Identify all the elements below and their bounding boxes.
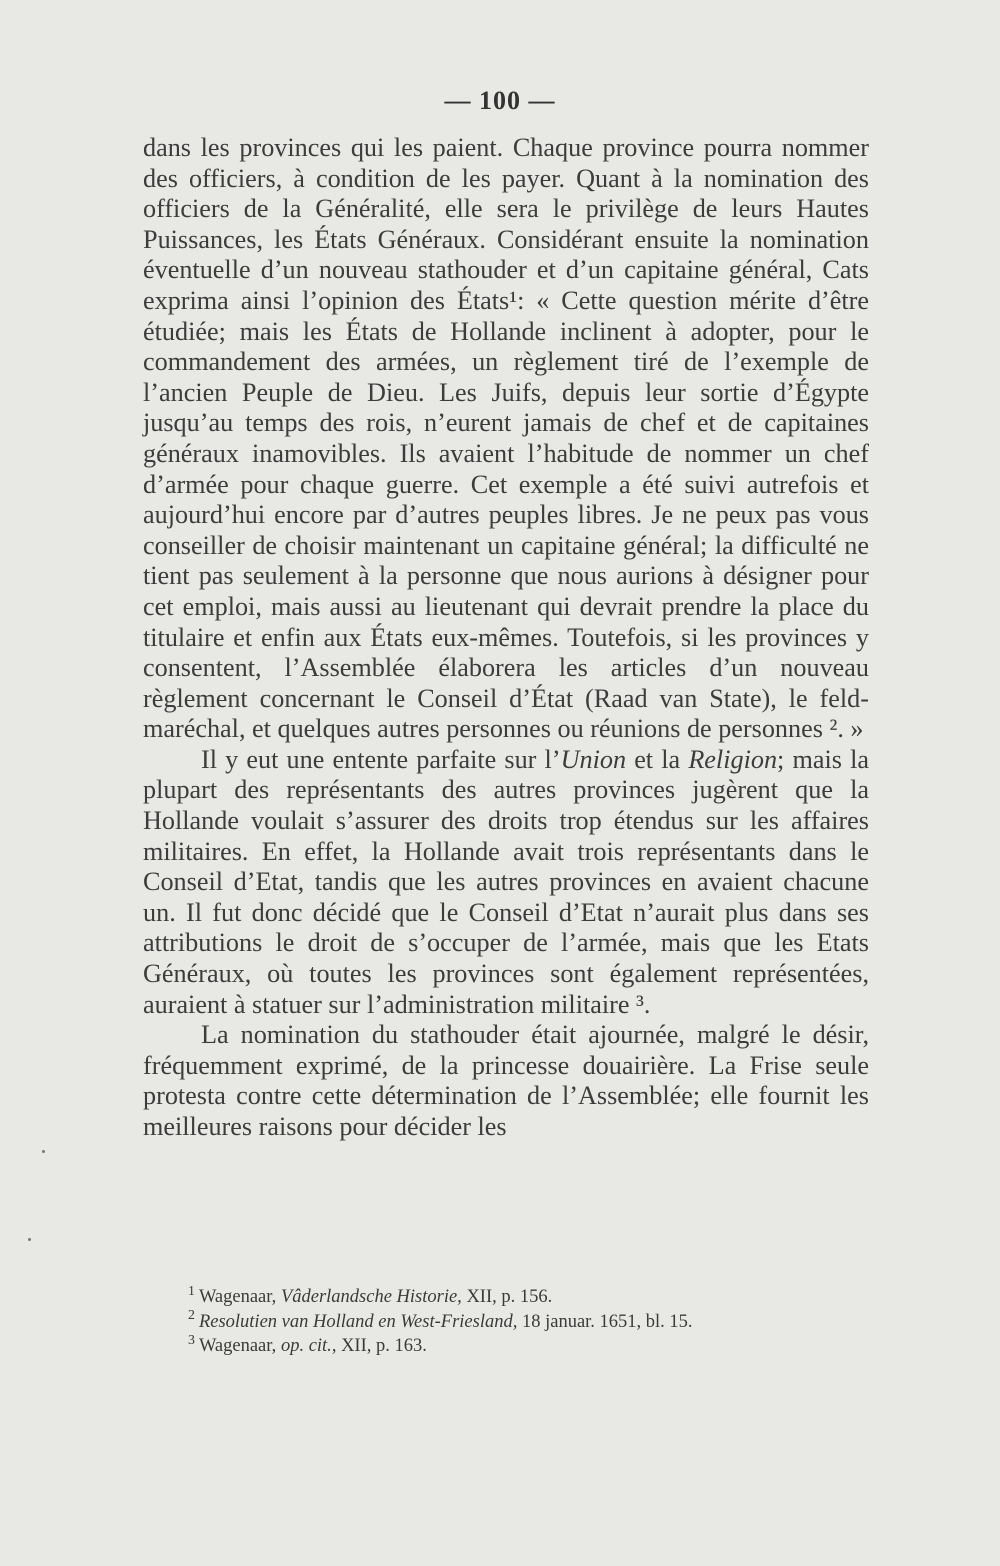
footnote-1-number: 1 (188, 1283, 195, 1299)
footnotes (188, 1285, 868, 1359)
footnote-1-ref: XII, p. 156. (461, 1287, 553, 1307)
paragraph-2-part-3: et la (626, 744, 689, 774)
paragraph-3: La nomination du stathouder était ajournée, malgré le désir, fréquemment exprimé, de la princesse douairière. La Frise seule protesta contre cette détermination de l’Assemblée; elle fournit les meilleures raisons pour décider les (143, 1020, 869, 1141)
body-text (143, 133, 869, 1143)
footnote-3-ref: , XII, p. 163. (331, 1336, 427, 1356)
paragraph-2-part-1: Il y eut une entente parfaite sur l’ (201, 744, 561, 774)
footnote-2-ref: 18 januar. 1651, bl. 15. (517, 1311, 693, 1332)
footnote-1-author: Wagenaar, (198, 1287, 281, 1307)
footnote-2 (188, 1310, 868, 1335)
paragraph-2 (143, 745, 869, 1020)
paragraph-2-union-italic: Union (560, 744, 627, 774)
footnote-1 (188, 1285, 868, 1310)
paper-speck (28, 1238, 31, 1241)
paragraph-2-religion-italic: Religion (688, 744, 778, 774)
footnote-2-number: 2 (188, 1308, 195, 1324)
footnote-2-title: Resolutien van Holland en West-Friesland, (198, 1311, 518, 1332)
footnote-3 (188, 1334, 868, 1359)
paragraph-2-part-5: ; mais la plupart des représentants des autres provinces jugèrent que la Hollande voulait s’assurer des droits trop étendus sur les affaires militaires. En effet, la Hollande avait trois représentants dans le Conseil d’Etat, tandis que les autres provinces en avaient chacune un. Il fut donc décidé que le Conseil d’Etat n’aurait plus dans ses attributions le droit de s’occuper de l’armée, mais que les Etats Généraux, où toutes les provinces sont également représentées, auraient à statuer sur l’administration militaire ³. (143, 744, 869, 1019)
paragraph-1: dans les provinces qui les paient. Chaque province pourra nommer des officiers, à condition de les payer. Quant à la nomination des officiers de la Généralité, elle sera le privilège de leurs Hautes Puissances, les États Généraux. Considérant ensuite la nomination éventuelle d’un nouveau stathouder et d’un capitaine général, Cats exprima ainsi l’opinion des États¹: « Cette question mérite d’être étudiée; mais les États de Hollande inclinent à adopter, pour le commandement des armées, un règlement tiré de l’exemple de l’ancien Peuple de Dieu. Les Juifs, depuis leur sortie d’Égypte jusqu’au temps des rois, n’eurent jamais de chef et de capitaines généraux inamovibles. Ils avaient l’habitude de nommer un chef d’armée pour chaque guerre. Cet exemple a été suivi autrefois et aujourd’hui encore par d’autres peuples libres. Je ne peux pas vous conseiller de choisir maintenant un capitaine général; la difficulté ne tient pas seulement à la personne que nous aurions à désigner pour cet emploi, mais aussi au lieutenant qui devrait prendre la place du titulaire et enfin aux États eux-mêmes. Toutefois, si les provinces y consentent, l’Assemblée élaborera les articles d’un nouveau règlement concernant le Conseil d’État (Raad van State), le feld-maréchal, et quelques autres personnes ou réunions de personnes ². » (143, 133, 869, 744)
paper-speck (42, 1150, 45, 1153)
footnote-3-author: Wagenaar, (198, 1336, 281, 1356)
page-number: — 100 — (444, 86, 556, 115)
footnote-1-title: Vâderlandsche Historie, (280, 1287, 462, 1307)
footnote-3-title: op. cit. (280, 1336, 332, 1356)
footnote-3-number: 3 (188, 1332, 195, 1348)
